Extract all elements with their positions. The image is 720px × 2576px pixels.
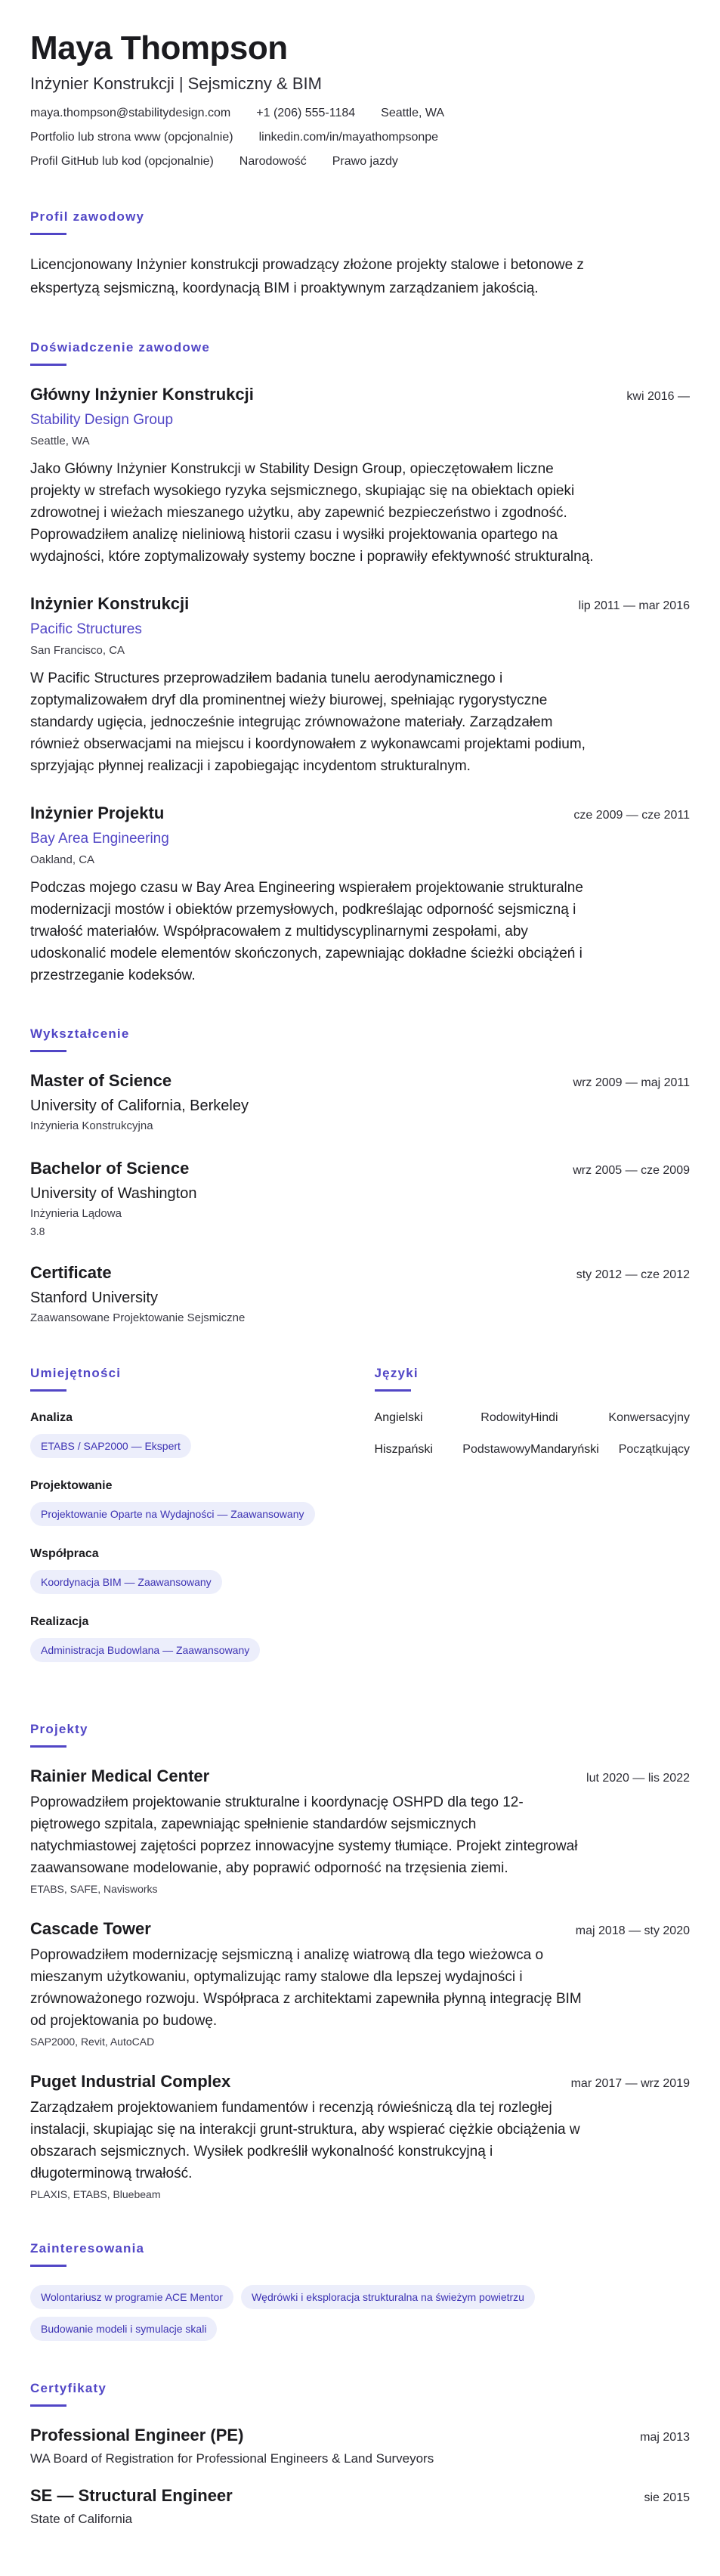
project-dates: lut 2020 — lis 2022 bbox=[586, 1772, 690, 1785]
interest-chip: Wolontariusz w programie ACE Mentor bbox=[30, 2285, 233, 2309]
education-entry bbox=[30, 1262, 690, 1326]
skills-section bbox=[30, 1365, 345, 1682]
certification-entry bbox=[30, 2485, 690, 2528]
degree: Certificate bbox=[30, 1263, 112, 1282]
language-name: Hindi bbox=[530, 1411, 558, 1424]
project-name: Cascade Tower bbox=[30, 1919, 151, 1938]
education-entry bbox=[30, 1158, 690, 1238]
section-title: Profil zawodowy bbox=[30, 209, 145, 224]
summary-text: Licencjonowany Inżynier konstrukcji prowadzący złożone projekty stalowe i betonowe z ekspertyzą sejsmiczną, koordynacją BIM i proaktywnym zarządzaniem jakością. bbox=[30, 257, 584, 296]
certifications-section bbox=[30, 2380, 690, 2528]
portfolio-link[interactable]: Portfolio lub strona www (opcjonalnie) bbox=[30, 131, 233, 144]
interests-list bbox=[30, 2285, 690, 2341]
certification-issuer: WA Board of Registration for Professional Engineers & Land Surveyors bbox=[30, 2451, 434, 2466]
project-entry bbox=[30, 1918, 690, 2048]
section-title: Certyfikaty bbox=[30, 2381, 107, 2395]
driving-license: Prawo jazdy bbox=[332, 155, 398, 168]
project-name: Rainier Medical Center bbox=[30, 1766, 210, 1785]
skill-chip: Projektowanie Oparte na Wydajności — Zaawansowany bbox=[30, 1502, 315, 1526]
skill-category: Współpraca bbox=[30, 1547, 99, 1560]
section-title: Wykształcenie bbox=[30, 1026, 130, 1041]
skills-languages-row bbox=[30, 1365, 690, 1682]
project-tech: PLAXIS, ETABS, Bluebeam bbox=[30, 2188, 161, 2200]
section-title: Doświadczenie zawodowe bbox=[30, 340, 211, 355]
nationality: Narodowość bbox=[239, 155, 307, 168]
job-description: Podczas mojego czasu w Bay Area Engineering wspierałem projektowanie strukturalne modernizacji mostów i obiektów przemysłowych, podkreślając odporność sejsmiczną i trwałość materiałów. Współpracowałem z multidyscyplinarnymi zespołami, aby udoskonalić modele elementów skończonych, zapewniając dokładne ścieżki obciążeń i przestrzeganie kodeksów. bbox=[30, 880, 583, 983]
section-divider bbox=[30, 1050, 66, 1052]
job-title: Inżynier Projektu bbox=[30, 803, 165, 822]
section-divider bbox=[30, 2265, 66, 2267]
section-title: Zainteresowania bbox=[30, 2241, 145, 2256]
section-divider bbox=[375, 1389, 411, 1392]
job-dates: kwi 2016 — bbox=[626, 390, 690, 403]
project-dates: maj 2018 — sty 2020 bbox=[575, 1924, 690, 1937]
experience-entry bbox=[30, 593, 690, 777]
github-link[interactable]: Profil GitHub lub kod (opcjonalnie) bbox=[30, 155, 214, 168]
email-link[interactable]: maya.thompson@stabilitydesign.com bbox=[30, 107, 231, 119]
resume-header bbox=[30, 29, 690, 169]
degree: Bachelor of Science bbox=[30, 1159, 190, 1178]
certification-date: sie 2015 bbox=[644, 2491, 690, 2504]
skill-group bbox=[30, 1478, 345, 1526]
linkedin-link[interactable]: linkedin.com/in/mayathompsonpe bbox=[258, 131, 439, 144]
skill-group bbox=[30, 1410, 345, 1458]
certification-name: Professional Engineer (PE) bbox=[30, 2426, 244, 2444]
contact-row bbox=[30, 130, 690, 145]
section-divider bbox=[30, 2404, 66, 2407]
section-divider bbox=[30, 233, 66, 235]
language-level: Konwersacyjny bbox=[608, 1411, 690, 1424]
education-dates: wrz 2005 — cze 2009 bbox=[573, 1164, 690, 1177]
field-of-study: Zaawansowane Projektowanie Sejsmiczne bbox=[30, 1311, 246, 1324]
company-name: Pacific Structures bbox=[30, 621, 142, 637]
education-dates: wrz 2009 — maj 2011 bbox=[573, 1076, 690, 1089]
project-entry bbox=[30, 2071, 690, 2201]
experience-entry bbox=[30, 384, 690, 568]
project-dates: mar 2017 — wrz 2019 bbox=[570, 2077, 690, 2090]
language-level: Początkujący bbox=[618, 1443, 690, 1456]
skill-category: Realizacja bbox=[30, 1615, 89, 1628]
language-name: Mandaryński bbox=[530, 1443, 599, 1456]
language-name: Hiszpański bbox=[374, 1443, 433, 1456]
gpa: 3.8 bbox=[30, 1225, 45, 1237]
job-location: Oakland, CA bbox=[30, 853, 95, 866]
section-title: Języki bbox=[374, 1366, 419, 1380]
skill-category: Projektowanie bbox=[30, 1479, 113, 1492]
education-dates: sty 2012 — cze 2012 bbox=[576, 1268, 690, 1281]
interests-section bbox=[30, 2240, 690, 2341]
contact-row bbox=[30, 106, 690, 121]
job-title: Inżynier Konstrukcji bbox=[30, 594, 190, 613]
job-dates: cze 2009 — cze 2011 bbox=[573, 809, 690, 822]
school-name: University of Washington bbox=[30, 1185, 197, 1202]
job-location: Seattle, WA bbox=[30, 435, 90, 447]
interest-chip: Budowanie modeli i symulacje skali bbox=[30, 2317, 217, 2341]
company-name: Bay Area Engineering bbox=[30, 831, 169, 847]
language-level: Rodowity bbox=[481, 1411, 531, 1424]
job-description: Jako Główny Inżynier Konstrukcji w Stability Design Group, opieczętowałem liczne projekty w strefach wysokiego ryzyka sejsmicznego, skupiając się na obiektach opieki zdrowotnej i wieżach mieszanego użytku, aby zapewnić bezpieczeństwo i zgodność. Poprowadziłem analizę nieliniową historii czasu i wysiłki projektowania opartego na wydajności, które zoptymalizowały systemy boczne i poprawiły efektywność strukturalną. bbox=[30, 461, 594, 565]
skill-chip: ETABS / SAP2000 — Ekspert bbox=[30, 1434, 191, 1458]
section-divider bbox=[30, 1389, 66, 1392]
languages-section bbox=[375, 1365, 690, 1682]
candidate-name: Maya Thompson bbox=[30, 29, 288, 67]
education-section bbox=[30, 1026, 690, 1326]
project-tech: SAP2000, Revit, AutoCAD bbox=[30, 2036, 155, 2048]
section-divider bbox=[30, 364, 66, 366]
education-entry bbox=[30, 1070, 690, 1134]
section-title: Umiejętności bbox=[30, 1366, 122, 1380]
company-name: Stability Design Group bbox=[30, 412, 174, 428]
experience-entry bbox=[30, 803, 690, 986]
project-tech: ETABS, SAFE, Navisworks bbox=[30, 1883, 158, 1895]
school-name: Stanford University bbox=[30, 1290, 158, 1306]
language-level: Podstawowy bbox=[462, 1443, 531, 1456]
job-location: San Francisco, CA bbox=[30, 644, 125, 657]
candidate-headline: Inżynier Konstrukcji | Sejsmiczny & BIM bbox=[30, 74, 322, 93]
contact-row bbox=[30, 154, 690, 169]
skill-category: Analiza bbox=[30, 1411, 73, 1424]
skill-group bbox=[30, 1546, 345, 1594]
interest-chip: Wędrówki i eksploracja strukturalna na świeżym powietrzu bbox=[241, 2285, 535, 2309]
projects-section bbox=[30, 1721, 690, 2201]
language-name: Angielski bbox=[374, 1411, 423, 1424]
project-description: Poprowadziłem modernizację sejsmiczną i analizę wiatrową dla tego wieżowca o mieszanym użytkowaniu, optymalizując ramy stalowe dla lepszej wydajności i zrównoważonego rozwoju. Współpraca z architektami zapewniła płynną integrację BIM od projektowania po budowę. bbox=[30, 1947, 582, 2029]
certification-name: SE — Structural Engineer bbox=[30, 2486, 233, 2505]
school-name: University of California, Berkeley bbox=[30, 1098, 249, 1114]
project-name: Puget Industrial Complex bbox=[30, 2072, 231, 2091]
job-description: W Pacific Structures przeprowadziłem badania tunelu aerodynamicznego i zoptymalizowałem dryf dla prominentnej wieży biurowej, spełniając rygorystyczne standardy ugięcia, jednocześnie integrując zrównoważone materiały. Zarządzałem również obserwacjami na miejscu i koordynowałem z wykonawcami projektami podium, sprzyjając płynnej realizacji i zapobiegając incydentom strukturalnym. bbox=[30, 670, 586, 774]
project-entry bbox=[30, 1766, 690, 1896]
job-dates: lip 2011 — mar 2016 bbox=[578, 599, 690, 612]
skill-group bbox=[30, 1614, 345, 1662]
section-title: Projekty bbox=[30, 1722, 88, 1736]
skill-chip: Koordynacja BIM — Zaawansowany bbox=[30, 1570, 222, 1594]
job-title: Główny Inżynier Konstrukcji bbox=[30, 385, 254, 404]
certification-issuer: State of California bbox=[30, 2512, 133, 2526]
summary-section bbox=[30, 209, 690, 300]
field-of-study: Inżynieria Konstrukcyjna bbox=[30, 1119, 153, 1132]
experience-section bbox=[30, 339, 690, 986]
field-of-study: Inżynieria Lądowa bbox=[30, 1207, 122, 1220]
project-description: Zarządzałem projektowaniem fundamentów i recenzją rówieśniczą dla tej rozległej instalacji, skupiając się na interakcji grunt-struktura, aby wspierać ciężkie obciążenia w obszarach sejsmicznych. Wysiłek podkreślił wykonalność konstrukcyjną i długoterminową trwałość. bbox=[30, 2100, 580, 2181]
skill-chip: Administracja Budowlana — Zaawansowany bbox=[30, 1638, 260, 1662]
phone-number[interactable]: +1 (206) 555-1184 bbox=[256, 107, 356, 119]
project-description: Poprowadziłem projektowanie strukturalne i koordynację OSHPD dla tego 12-piętrowego szpitala, zapewniając spełnienie standardów sejsmicznych natychmiastowej zajętości poprzez innowacyjne systemy tłumiące. Projekt zintegrował zaawansowane modelowanie, aby poprawić odporność na trzęsienia ziemi. bbox=[30, 1794, 578, 1876]
degree: Master of Science bbox=[30, 1071, 172, 1090]
certification-entry bbox=[30, 2425, 690, 2467]
location: Seattle, WA bbox=[381, 107, 445, 119]
section-divider bbox=[30, 1745, 66, 1748]
certification-date: maj 2013 bbox=[640, 2431, 690, 2444]
languages-list bbox=[375, 1410, 690, 1458]
